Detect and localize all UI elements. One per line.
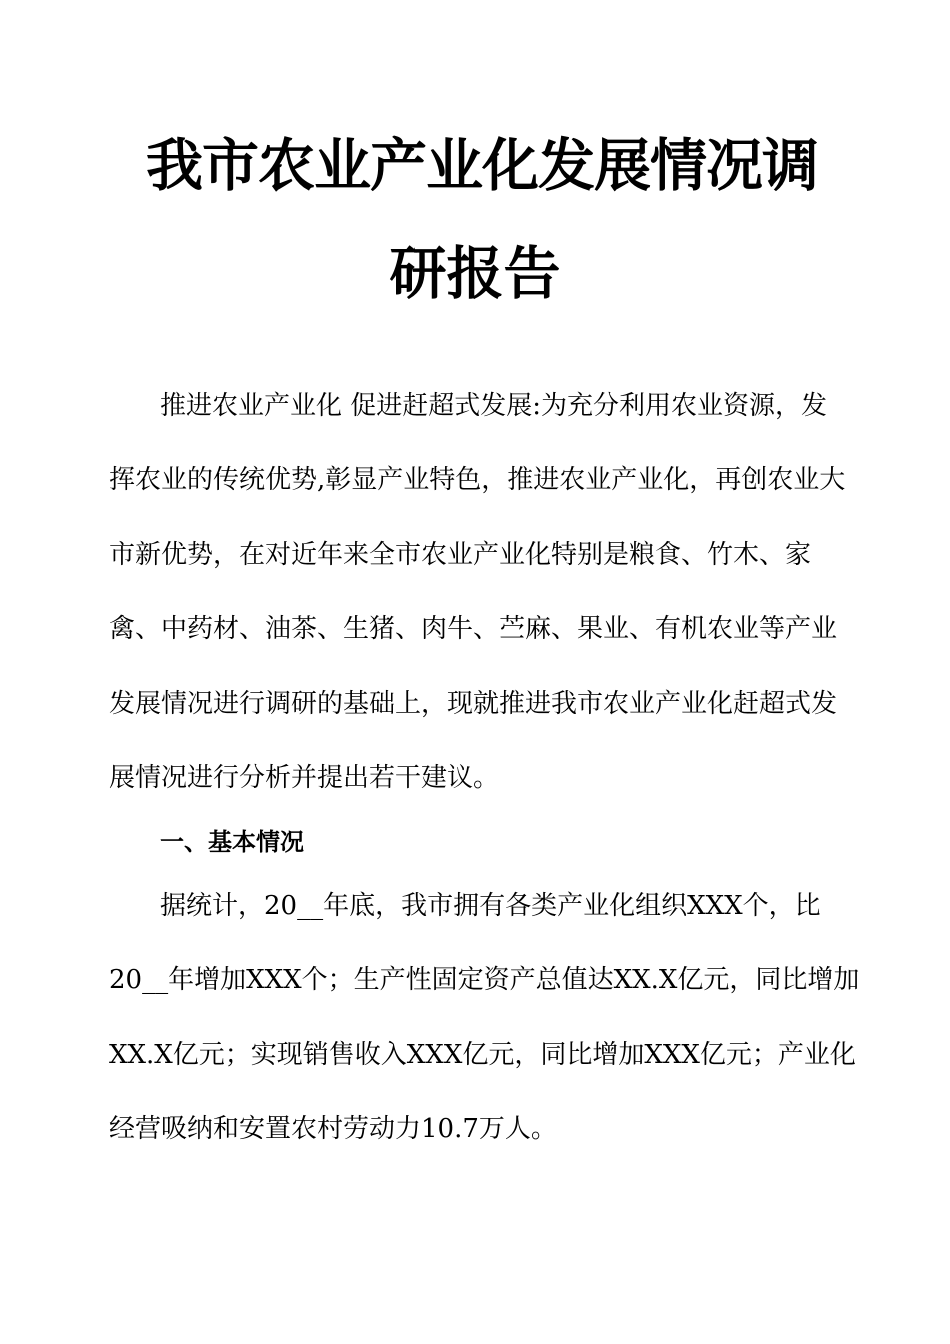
section-line-4: 经营吸纳和安置农村劳动力10.7万人。 bbox=[109, 1114, 557, 1144]
intro-line-6: 展情况进行分析并提出若干建议。 bbox=[109, 763, 500, 793]
section-line-2: 20__年增加XXX个；生产性固定资产总值达XX.X亿元，同比增加 bbox=[109, 965, 860, 995]
document-title-line-2: 研报告 bbox=[389, 241, 561, 307]
intro-line-3: 市新优势，在对近年来全市农业产业化特别是粮食、竹木、家 bbox=[109, 540, 812, 570]
intro-line-4: 禽、中药材、油茶、生猪、肉牛、苎麻、果业、有机农业等产业 bbox=[109, 614, 838, 644]
document-title-line-1: 我市农业产业化发展情况调 bbox=[146, 133, 818, 199]
intro-line-5: 发展情况进行调研的基础上，现就推进我市农业产业化赶超式发 bbox=[109, 689, 838, 719]
section-line-1: 据统计，20__年底，我市拥有各类产业化组织XXX个，比 bbox=[160, 891, 821, 921]
intro-line-2: 挥农业的传统优势,彰显产业特色，推进农业产业化，再创农业大 bbox=[109, 465, 846, 495]
intro-line-1: 推进农业产业化 促进赶超式发展:为充分利用农业资源，发 bbox=[160, 391, 828, 421]
section-heading: 一、基本情况 bbox=[160, 828, 304, 856]
section-line-3: XX.X亿元；实现销售收入XXX亿元，同比增加XXX亿元；产业化 bbox=[109, 1040, 856, 1070]
